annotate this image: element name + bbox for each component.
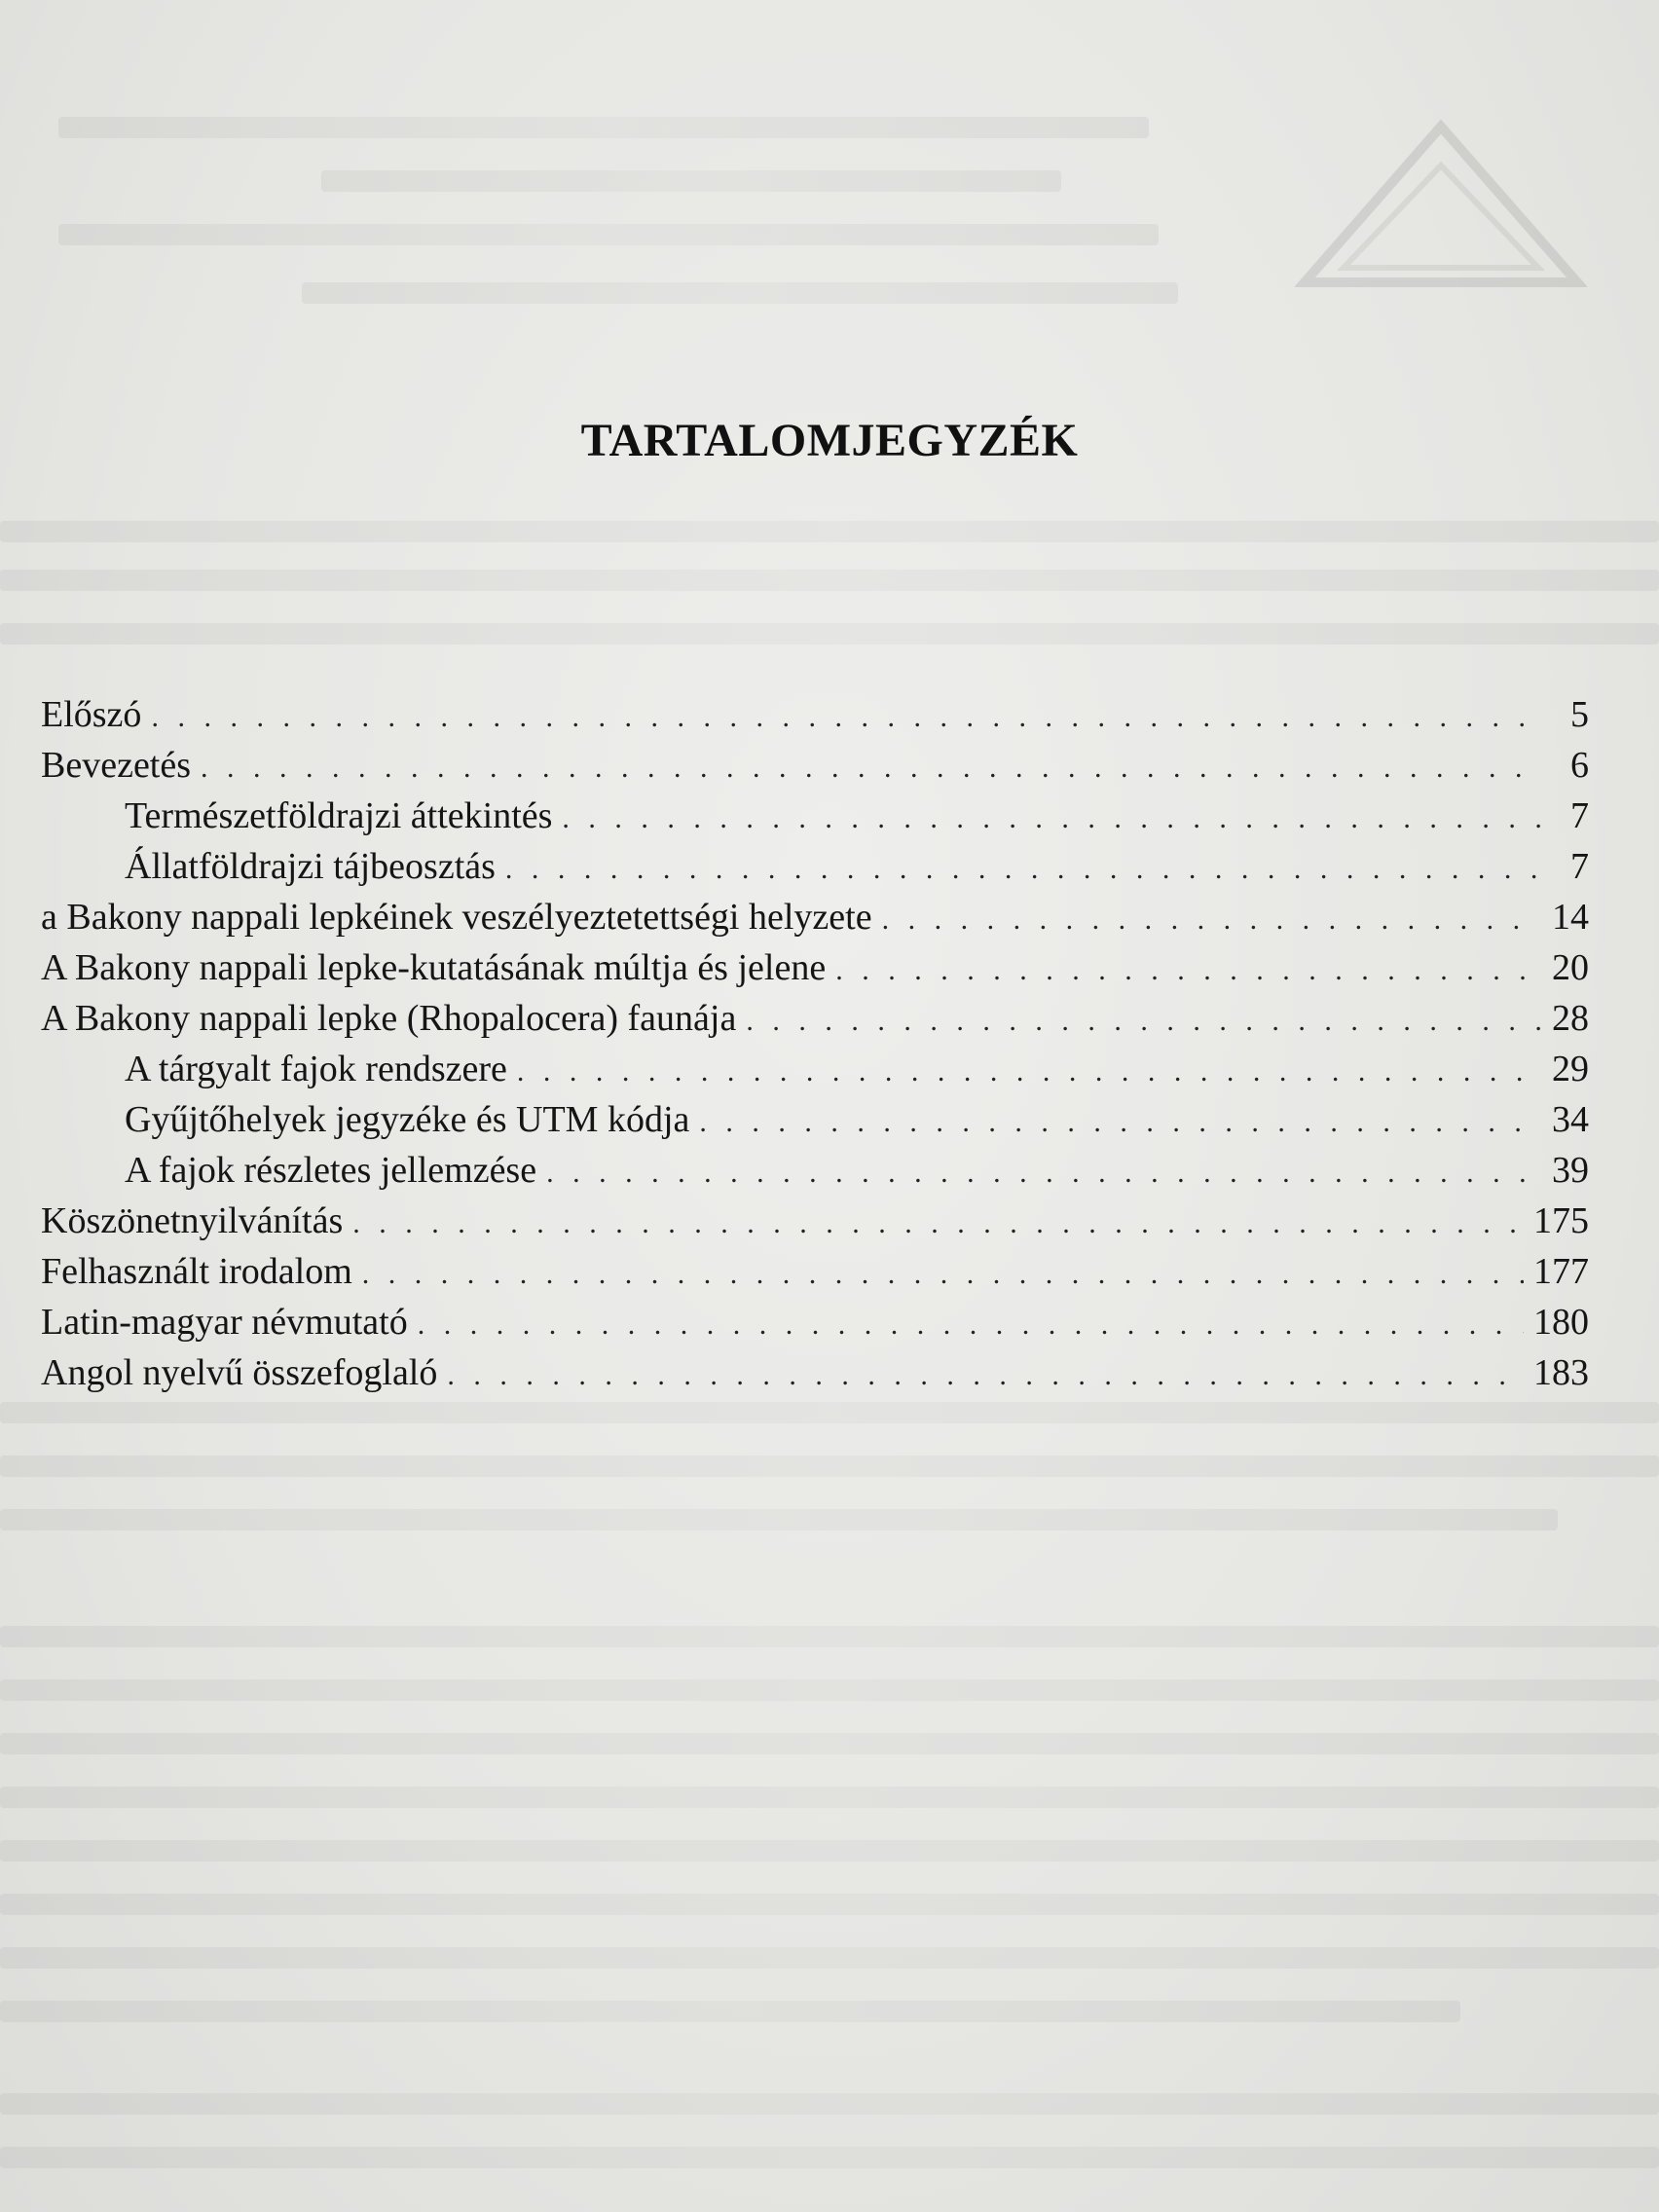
toc-entry-page-number: 39 [1552, 1150, 1589, 1191]
toc-entry-page-number: 180 [1533, 1302, 1589, 1343]
toc-dot-leader [517, 1047, 1540, 1097]
toc-entry [41, 892, 1589, 942]
toc-entry [41, 1145, 1589, 1196]
toc-entry [41, 942, 1589, 993]
toc-dot-leader [699, 1097, 1540, 1148]
toc-entry-page-number: 29 [1552, 1049, 1589, 1089]
show-through-logo-icon [1295, 117, 1587, 302]
toc-dot-leader [882, 895, 1540, 945]
toc-dot-leader [546, 1148, 1540, 1198]
toc-entry-page-number: 7 [1570, 795, 1589, 836]
toc-entry [41, 1044, 1589, 1094]
toc-entry [41, 1297, 1589, 1347]
toc-entry-label: a Bakony nappali lepkéinek veszélyeztetettségi helyzete [41, 897, 872, 938]
toc-entry-label: A fajok részletes jellemzése [125, 1150, 537, 1191]
toc-entry [41, 1246, 1589, 1297]
toc-entry [41, 1196, 1589, 1246]
toc-entry-label: Természetföldrajzi áttekintés [125, 795, 553, 836]
toc-entry-page-number: 20 [1552, 947, 1589, 988]
toc-entry-label: Állatföldrajzi tájbeosztás [125, 846, 496, 887]
toc-entry-label: A Bakony nappali lepke (Rhopalocera) faunája [41, 998, 737, 1039]
toc-entry [41, 993, 1589, 1044]
toc-entry-label: Gyűjtőhelyek jegyzéke és UTM kódja [125, 1099, 690, 1140]
toc-entry-label: Angol nyelvű összefoglaló [41, 1352, 438, 1393]
toc-entry-page-number: 34 [1552, 1099, 1589, 1140]
toc-dot-leader [362, 1249, 1524, 1300]
toc-entry-page-number: 175 [1533, 1200, 1589, 1241]
toc-entry-label: Felhasznált irodalom [41, 1251, 352, 1292]
toc-entry [41, 689, 1589, 740]
toc-entry-page-number: 177 [1533, 1251, 1589, 1292]
toc-entry-page-number: 5 [1570, 694, 1589, 735]
toc-entry-page-number: 14 [1552, 897, 1589, 938]
toc-entry-label: Köszönetnyilvánítás [41, 1200, 344, 1241]
toc-entry-label: A tárgyalt fajok rendszere [125, 1049, 507, 1089]
toc-entry-label: Latin-magyar névmutató [41, 1302, 408, 1343]
toc-entry-label: Bevezetés [41, 745, 192, 786]
page-title: TARTALOMJEGYZÉK [580, 415, 1079, 466]
toc-entry [41, 740, 1589, 791]
toc-dot-leader [562, 793, 1540, 844]
toc-entry-page-number: 183 [1533, 1352, 1589, 1393]
toc-dot-leader [352, 1198, 1524, 1249]
toc-entry [41, 791, 1589, 841]
toc-entry [41, 841, 1589, 892]
toc-entry [41, 1094, 1589, 1145]
table-of-contents [41, 689, 1589, 1398]
toc-entry-page-number: 28 [1552, 998, 1589, 1039]
toc-entry-label: Előszó [41, 694, 142, 735]
toc-entry-page-number: 7 [1570, 846, 1589, 887]
toc-dot-leader [418, 1300, 1524, 1350]
toc-entry-label: A Bakony nappali lepke-kutatásának múltja és jelene [41, 947, 827, 988]
toc-dot-leader [447, 1350, 1524, 1401]
toc-dot-leader [746, 996, 1540, 1047]
toc-dot-leader [835, 945, 1540, 996]
toc-dot-leader [505, 844, 1540, 895]
toc-dot-leader [151, 692, 1540, 743]
toc-dot-leader [201, 743, 1540, 793]
toc-entry-page-number: 6 [1570, 745, 1589, 786]
toc-entry [41, 1347, 1589, 1398]
